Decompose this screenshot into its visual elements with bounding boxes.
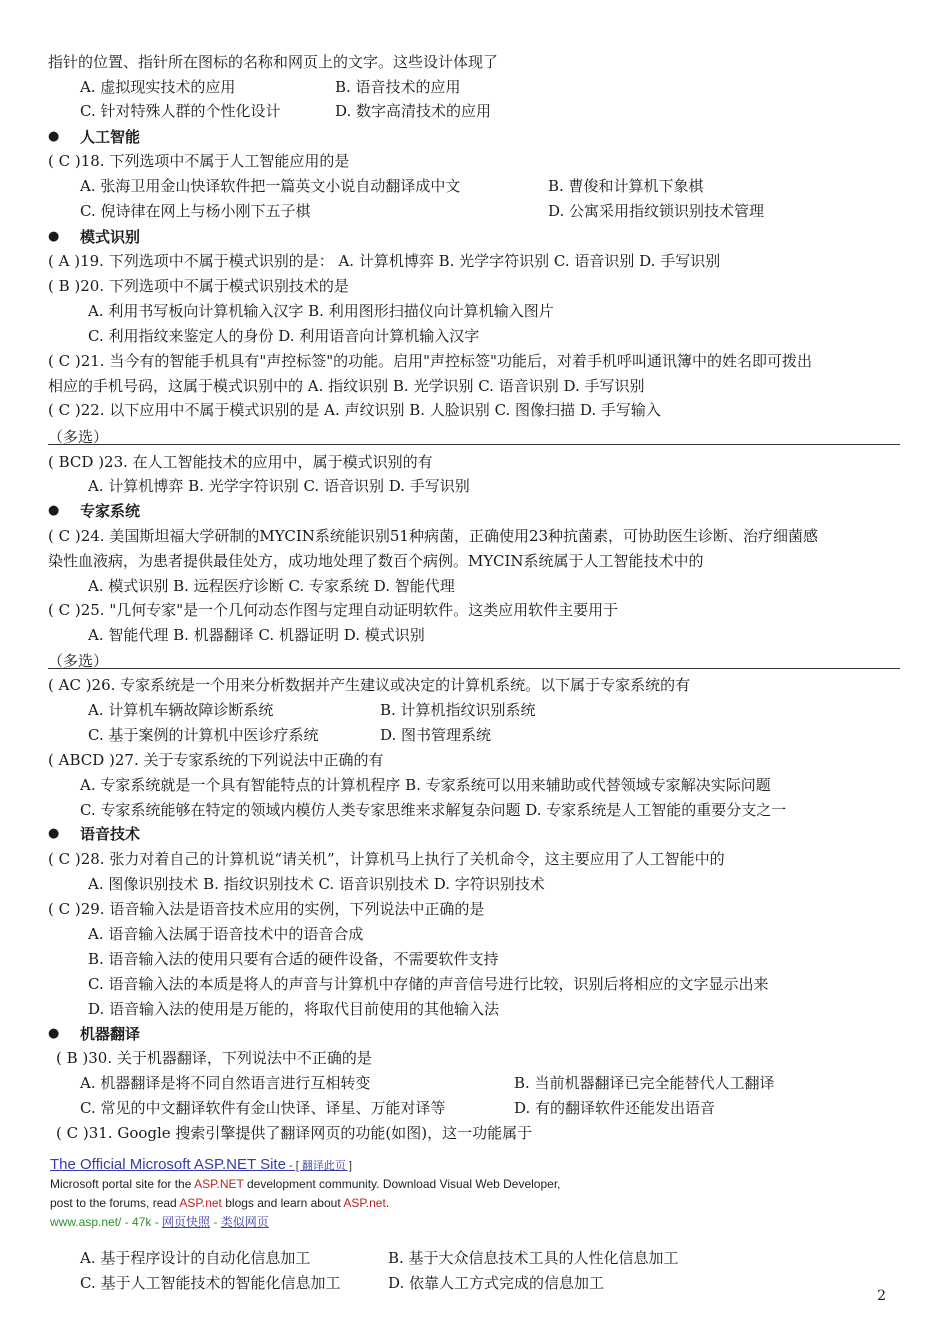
- text-line: 指针的位置、指针所在图标的名称和网页上的文字。这些设计体现了: [48, 53, 499, 71]
- snippet-line-2: post to the forums, read ASP.net blogs and learn about ASP.net.: [50, 1196, 390, 1210]
- bullet-icon: ●: [48, 1026, 60, 1041]
- text-line: A. 专家系统就是一个具有智能特点的计算机程序 B. 专家系统可以用来辅助或代替领域专家解决实际问题: [80, 776, 771, 794]
- section-heading: 语音技术: [80, 825, 141, 843]
- text-line: ( C )29. 语音输入法是语音技术应用的实例，下列说法中正确的是: [48, 900, 485, 918]
- text-line: D. 图书管理系统: [380, 726, 492, 744]
- text-line: ( C )21. 当今有的智能手机具有"声控标签"的功能。启用"声控标签"功能后，对着手机呼叫通讯簿中的姓名即可拨出: [48, 352, 812, 370]
- text-line: A. 智能代理 B. 机器翻译 C. 机器证明 D. 模式识别: [88, 626, 425, 644]
- horizontal-rule: [48, 668, 900, 669]
- page-number: 2: [877, 1288, 886, 1304]
- bullet-icon: ●: [48, 229, 60, 244]
- text-line: C. 倪诗律在网上与杨小刚下五子棋: [80, 202, 311, 220]
- text-line: ( C )31. Google 搜索引擎提供了翻译网页的功能(如图)，这一功能属于: [56, 1124, 533, 1142]
- search-result-title-row: [50, 1156, 561, 1173]
- text-line: D. 有的翻译软件还能发出语音: [514, 1099, 716, 1117]
- text-line: D. 语音输入法的使用是万能的，将取代目前使用的其他输入法: [88, 1000, 500, 1018]
- text-line: B. 基于大众信息技术工具的人性化信息加工: [388, 1249, 679, 1267]
- text-line: C. 基于案例的计算机中医诊疗系统: [88, 726, 319, 744]
- text-line: ( B )30. 关于机器翻译，下列说法中不正确的是: [56, 1049, 372, 1067]
- cached-page-link[interactable]: 网页快照: [162, 1215, 211, 1229]
- text-line: A. 虚拟现实技术的应用: [80, 78, 236, 96]
- text-line: A. 计算机博弈 B. 光学字符识别 C. 语音识别 D. 手写识别: [88, 477, 470, 495]
- text-line: ( C )25. "几何专家"是一个几何动态作图与定理自动证明软件。这类应用软件主要用于: [48, 601, 619, 619]
- bullet-icon: ●: [48, 503, 60, 518]
- text-line: C. 专家系统能够在特定的领域内模仿人类专家思维来求解复杂问题 D. 专家系统是人工智能的重要分支之一: [80, 801, 787, 819]
- section-heading: 人工智能: [80, 128, 141, 146]
- text-line: 染性血液病，为患者提供最佳处方，成功地处理了数百个病例。MYCIN系统属于人工智能技术中的: [48, 552, 704, 570]
- bullet-icon: ●: [48, 826, 60, 841]
- text-line: A. 张海卫用金山快译软件把一篇英文小说自动翻译成中文: [80, 177, 461, 195]
- text-line: A. 利用书写板向计算机输入汉字 B. 利用图形扫描仪向计算机输入图片: [88, 302, 554, 320]
- text-line: D. 数字高清技术的应用: [335, 102, 492, 120]
- text-line: ( C )22. 以下应用中不属于模式识别的是 A. 声纹识别 B. 人脸识别 C. 图像扫描 D. 手写输入: [48, 401, 661, 419]
- section-heading: 专家系统: [80, 502, 141, 520]
- text-line: A. 图像识别技术 B. 指纹识别技术 C. 语音识别技术 D. 字符识别技术: [88, 875, 545, 893]
- search-result-snippet: [50, 1175, 561, 1213]
- title-separator: - [: [285, 1160, 302, 1172]
- section-heading: 模式识别: [80, 228, 141, 246]
- text-line: ( ABCD )27. 关于专家系统的下列说法中正确的有: [48, 751, 384, 769]
- text-line: B. 计算机指纹识别系统: [380, 701, 536, 719]
- bracket-close: ]: [345, 1160, 352, 1172]
- text-line: B. 语音输入法的使用只要有合适的硬件设备，不需要软件支持: [88, 950, 499, 968]
- snippet-line-1: Microsoft portal site for the ASP.NET development community. Download Visual Web Developer,: [50, 1177, 561, 1191]
- text-line: ( C )24. 美国斯坦福大学研制的MYCIN系统能识别51种病菌，正确使用23种抗菌素，可协助医生诊断、治疗细菌感: [48, 527, 819, 545]
- bullet-icon: ●: [48, 129, 60, 144]
- text-line: D. 公寓采用指纹锁识别技术管理: [548, 202, 765, 220]
- text-line: B. 当前机器翻译已完全能替代人工翻译: [514, 1074, 775, 1092]
- text-line: A. 计算机车辆故障诊断系统: [88, 701, 274, 719]
- text-line: A. 基于程序设计的自动化信息加工: [80, 1249, 311, 1267]
- text-line: ( C )28. 张力对着自己的计算机说“请关机”，计算机马上执行了关机命令，这主要应用了人工智能中的: [48, 850, 725, 868]
- text-line: ( AC )26. 专家系统是一个用来分析数据并产生建议或决定的计算机系统。以下属于专家系统的有: [48, 676, 691, 694]
- text-line: 相应的手机号码，这属于模式识别中的 A. 指纹识别 B. 光学识别 C. 语音识别 D. 手写识别: [48, 377, 645, 395]
- text-line: C. 常见的中文翻译软件有金山快译、译星、万能对译等: [80, 1099, 446, 1117]
- similar-pages-link[interactable]: 类似网页: [220, 1215, 269, 1229]
- text-line: ( BCD )23. 在人工智能技术的应用中，属于模式识别的有: [48, 453, 433, 471]
- text-line: C. 利用指纹来鉴定人的身份 D. 利用语音向计算机输入汉字: [88, 327, 480, 345]
- search-result-url: www.asp.net/ - 47k -: [50, 1215, 163, 1229]
- translate-page-link[interactable]: 翻译此页: [301, 1160, 346, 1172]
- text-line: ( B )20. 下列选项中不属于模式识别技术的是: [48, 277, 349, 295]
- search-result-meta: www.asp.net/ - 47k - 网页快照 - 类似网页: [50, 1215, 269, 1229]
- text-line: B. 语音技术的应用: [335, 78, 461, 96]
- horizontal-rule: [48, 444, 900, 445]
- text-line: B. 曹俊和计算机下象棋: [548, 177, 704, 195]
- text-line: A. 模式识别 B. 远程医疗诊断 C. 专家系统 D. 智能代理: [88, 577, 455, 595]
- text-line: （多选）: [48, 652, 109, 670]
- text-line: D. 依靠人工方式完成的信息加工: [388, 1274, 605, 1292]
- text-line: （多选）: [48, 428, 109, 446]
- text-line: C. 基于人工智能技术的智能化信息加工: [80, 1274, 341, 1292]
- text-line: ( A )19. 下列选项中不属于模式识别的是： A. 计算机博弈 B. 光学字符识别 C. 语音识别 D. 手写识别: [48, 252, 721, 270]
- text-line: A. 语音输入法属于语音技术中的语音合成: [88, 925, 364, 943]
- section-heading: 机器翻译: [80, 1025, 141, 1043]
- search-result-figure: [50, 1156, 561, 1231]
- text-line: A. 机器翻译是将不同自然语言进行互相转变: [80, 1074, 371, 1092]
- text-line: C. 语音输入法的本质是将人的声音与计算机中存储的声音信号进行比较，识别后将相应的文字显示出来: [88, 975, 769, 993]
- text-line: C. 针对特殊人群的个性化设计: [80, 102, 281, 120]
- search-result-title-link[interactable]: The Official Microsoft ASP.NET Site: [50, 1156, 286, 1173]
- text-line: ( C )18. 下列选项中不属于人工智能应用的是: [48, 152, 350, 170]
